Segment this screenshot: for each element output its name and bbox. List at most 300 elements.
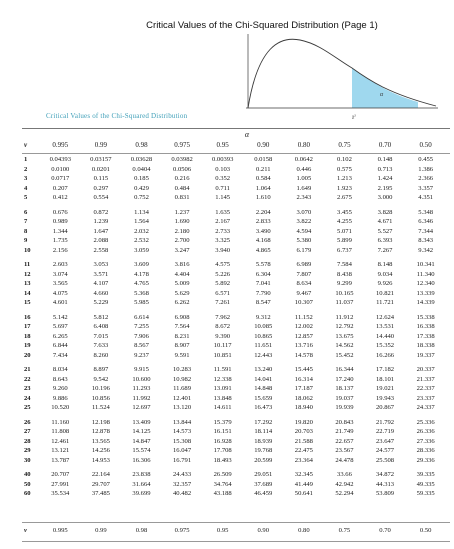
value-cell: 1.386 (418, 165, 434, 173)
value-cell: 32.345 (294, 471, 313, 478)
value-cell: 52.294 (335, 490, 354, 497)
value-cell: 7.906 (134, 332, 149, 340)
df-cell: 25 (24, 404, 31, 411)
value-cell: 24.577 (375, 447, 395, 454)
value-cell: 13.716 (294, 342, 313, 349)
value-cell: 6.989 (296, 261, 312, 268)
value-cell: 4.404 (174, 270, 190, 278)
value-cell: 1.649 (296, 184, 312, 192)
value-cell: 35.534 (51, 490, 70, 497)
df-cell: 22 (24, 375, 31, 383)
value-cell: 16.928 (213, 437, 232, 445)
value-cell: 11.340 (416, 270, 435, 278)
value-cell: 4.594 (296, 227, 312, 235)
value-cell: 3.070 (296, 208, 312, 216)
value-cell: 19.820 (294, 418, 313, 426)
df-cell: 3 (24, 175, 28, 182)
df-cell: 1 (24, 156, 28, 163)
value-cell: 9.886 (52, 394, 68, 402)
value-cell: 13.531 (375, 323, 395, 330)
value-cell: 12.002 (294, 323, 313, 330)
value-cell: 12.338 (213, 375, 232, 383)
value-cell: 12.697 (132, 404, 151, 411)
value-cell: 10.117 (213, 342, 232, 349)
value-cell: 3.828 (377, 208, 393, 216)
value-cell: 17.182 (375, 366, 395, 373)
value-cell: 25.508 (375, 456, 395, 464)
table-row (24, 365, 446, 375)
value-cell: 13.787 (51, 456, 70, 464)
value-cell: 12.443 (254, 351, 273, 359)
value-cell: 21.588 (294, 437, 313, 445)
plot-alpha-label: α (380, 92, 384, 98)
value-cell: 23.567 (335, 447, 354, 454)
value-cell: 2.675 (337, 194, 352, 201)
value-cell: 2.833 (255, 218, 271, 225)
value-cell: 5.892 (215, 280, 231, 287)
value-cell: 13.121 (51, 447, 70, 454)
value-cell: 16.314 (294, 375, 313, 383)
value-cell: 6.393 (377, 237, 393, 244)
value-cell: 22.475 (294, 447, 313, 454)
value-cell: 6.346 (418, 218, 434, 225)
col-footer: 0.80 (298, 527, 310, 534)
value-cell: 8.343 (418, 237, 434, 244)
col-footer: 0.98 (135, 527, 148, 534)
value-cell: 12.198 (91, 418, 110, 426)
value-cell: 6.408 (93, 323, 109, 330)
value-cell: 9.237 (134, 351, 149, 359)
value-cell: 7.633 (93, 342, 109, 349)
value-cell: 10.856 (91, 394, 110, 402)
divider-bottom (22, 541, 450, 542)
col-footer: 0.99 (95, 527, 107, 534)
value-cell: 0.0717 (51, 175, 70, 182)
df-cell: 6 (24, 208, 28, 216)
value-cell: 49.335 (416, 480, 435, 488)
table-row (24, 446, 446, 456)
value-cell: 5.985 (134, 299, 149, 306)
value-cell: 0.352 (215, 175, 231, 182)
df-cell: 50 (24, 480, 31, 488)
alpha-header: α (244, 130, 250, 139)
value-cell: 21.749 (335, 428, 354, 435)
table-row (24, 270, 446, 280)
value-cell: 28.336 (416, 447, 435, 454)
value-cell: 4.865 (255, 246, 271, 254)
value-cell: 9.915 (134, 366, 149, 373)
df-cell: 27 (24, 428, 31, 435)
value-cell: 1.735 (52, 237, 68, 244)
value-cell: 15.352 (375, 342, 395, 349)
df-cell: 40 (24, 471, 31, 478)
value-cell: 5.071 (337, 227, 352, 235)
value-cell: 8.643 (52, 375, 68, 383)
value-cell: 0.00393 (211, 156, 234, 163)
divider-header (22, 153, 450, 154)
table-row (24, 427, 446, 437)
value-cell: 5.368 (134, 289, 149, 297)
df-cell: 20 (24, 351, 31, 359)
df-cell: 15 (24, 299, 31, 306)
plot-chi-label: χ² (352, 115, 356, 120)
value-cell: 22.164 (91, 471, 110, 478)
value-cell: 6.614 (134, 313, 149, 321)
value-cell: 20.843 (335, 418, 354, 426)
value-cell: 26.336 (416, 428, 435, 435)
value-cell: 13.339 (416, 289, 435, 297)
value-cell: 26.509 (213, 471, 232, 478)
value-cell: 0.713 (377, 165, 393, 173)
value-cell: 24.433 (173, 471, 192, 478)
value-cell: 7.962 (215, 313, 231, 321)
value-cell: 18.062 (294, 394, 313, 402)
value-cell: 0.446 (296, 165, 312, 173)
value-cell: 11.293 (132, 385, 151, 392)
value-cell: 5.899 (337, 237, 352, 244)
value-cell: 15.379 (213, 418, 232, 426)
value-cell: 8.034 (52, 366, 68, 373)
value-cell: 3.357 (418, 184, 434, 192)
value-cell: 16.791 (173, 456, 192, 464)
value-cell: 19.939 (335, 404, 354, 411)
value-cell: 14.440 (375, 332, 395, 340)
value-cell: 19.037 (335, 394, 354, 402)
value-cell: 14.953 (91, 456, 110, 464)
value-cell: 16.151 (213, 428, 232, 435)
value-cell: 4.107 (93, 280, 109, 287)
value-cell: 9.312 (255, 313, 271, 321)
value-cell: 3.325 (215, 237, 231, 244)
value-cell: 15.574 (132, 447, 151, 454)
table-row (24, 456, 446, 466)
col-header: 0.95 (216, 141, 229, 149)
table-row (24, 351, 446, 361)
value-cell: 0.575 (337, 165, 352, 173)
table-row (24, 489, 446, 499)
col-footer: 0.90 (257, 527, 270, 534)
value-cell: 0.103 (215, 165, 231, 173)
value-cell: 19.768 (254, 447, 273, 454)
value-cell: 20.867 (375, 404, 395, 411)
df-cell: 11 (24, 261, 31, 268)
table-row (24, 313, 446, 323)
value-cell: 9.467 (296, 289, 312, 297)
value-cell: 25.336 (416, 418, 435, 426)
value-cell: 18.338 (416, 342, 435, 349)
value-cell: 7.434 (52, 351, 68, 359)
value-cell: 16.338 (416, 323, 435, 330)
value-cell: 7.255 (134, 323, 149, 330)
value-cell: 10.283 (173, 366, 192, 373)
table-row (24, 403, 446, 413)
col-footer: 0.50 (419, 527, 432, 534)
value-cell: 16.047 (173, 447, 192, 454)
value-cell: 12.340 (416, 280, 435, 287)
value-cell: 40.482 (173, 490, 192, 497)
value-cell: 5.229 (93, 299, 109, 306)
value-cell: 15.308 (173, 437, 192, 445)
value-cell: 42.942 (335, 480, 354, 488)
value-cell: 4.660 (93, 289, 109, 297)
value-cell: 2.532 (134, 237, 149, 244)
value-cell: 22.719 (375, 428, 395, 435)
value-cell: 0.03157 (90, 156, 112, 163)
value-cell: 1.690 (174, 218, 190, 225)
value-cell: 43.188 (213, 490, 232, 497)
divider-footer (22, 522, 450, 523)
value-cell: 10.341 (416, 261, 435, 268)
value-cell: 31.664 (132, 480, 151, 488)
table-row (24, 236, 446, 246)
value-cell: 5.226 (215, 270, 231, 278)
col-footer: 0.975 (174, 527, 190, 534)
value-cell: 3.609 (134, 261, 149, 268)
value-cell: 14.256 (91, 447, 110, 454)
value-cell: 18.101 (375, 375, 395, 383)
df-cell: 24 (24, 394, 31, 402)
table-row (24, 470, 446, 480)
table-subtitle: Critical Values of the Chi-Squared Distribution (46, 112, 188, 120)
value-cell: 1.564 (134, 218, 149, 225)
value-cell: 29.051 (254, 471, 273, 478)
value-cell: 14.573 (173, 428, 192, 435)
value-cell: 16.344 (335, 366, 354, 373)
value-cell: 3.074 (52, 270, 68, 278)
value-cell: 18.939 (254, 437, 273, 445)
value-cell: 0.297 (93, 184, 109, 192)
value-cell: 14.848 (254, 385, 273, 392)
value-cell: 53.809 (375, 490, 395, 497)
value-cell: 3.247 (174, 246, 190, 254)
value-cell: 41.449 (294, 480, 313, 488)
value-cell: 0.0404 (132, 165, 151, 173)
value-cell: 1.344 (52, 227, 68, 235)
table-row (24, 174, 446, 184)
value-cell: 4.575 (215, 261, 231, 268)
df-cell: 19 (24, 342, 31, 349)
value-cell: 5.578 (255, 261, 271, 268)
value-cell: 14.041 (254, 375, 273, 383)
value-cell: 0.0506 (173, 165, 192, 173)
value-cell: 1.239 (93, 218, 109, 225)
value-cell: 14.611 (213, 404, 232, 411)
value-cell: 1.647 (93, 227, 109, 235)
value-cell: 12.792 (335, 323, 354, 330)
table-row (24, 193, 446, 203)
value-cell: 12.461 (51, 437, 70, 445)
value-cell: 20.703 (294, 428, 313, 435)
value-cell: 18.493 (213, 456, 232, 464)
value-cell: 6.265 (52, 332, 68, 340)
value-cell: 14.339 (416, 299, 435, 306)
df-cell: 9 (24, 237, 28, 244)
df-cell: 13 (24, 280, 31, 287)
value-cell: 16.306 (132, 456, 151, 464)
value-cell: 0.115 (93, 175, 109, 182)
value-cell: 8.634 (296, 280, 312, 287)
value-cell: 0.207 (52, 184, 68, 192)
value-cell: 9.390 (215, 332, 231, 340)
page-title: Critical Values of the Chi-Squared Distribution (Page 1) (146, 20, 378, 31)
df-cell: 17 (24, 323, 31, 330)
value-cell: 12.624 (375, 313, 395, 321)
value-cell: 4.765 (134, 280, 149, 287)
table-row (24, 341, 446, 351)
column-header-row (24, 141, 446, 151)
value-cell: 8.438 (337, 270, 352, 278)
value-cell: 32.357 (173, 480, 192, 488)
value-cell: 3.000 (377, 194, 393, 201)
value-cell: 0.584 (255, 175, 271, 182)
value-cell: 2.156 (52, 246, 68, 254)
value-cell: 2.558 (93, 246, 109, 254)
col-header: 0.75 (338, 141, 351, 149)
table-row (24, 217, 446, 227)
value-cell: 9.299 (337, 280, 352, 287)
value-cell: 9.034 (377, 270, 393, 278)
value-cell: 4.178 (134, 270, 149, 278)
value-cell: 0.04393 (49, 156, 72, 163)
df-cell: 10 (24, 246, 31, 254)
df-cell: 12 (24, 270, 31, 278)
value-cell: 7.790 (255, 289, 271, 297)
value-cell: 5.380 (296, 237, 312, 244)
value-cell: 8.567 (134, 342, 149, 349)
value-cell: 3.490 (255, 227, 271, 235)
value-cell: 7.015 (93, 332, 109, 340)
value-cell: 13.240 (254, 366, 273, 373)
table-row (24, 298, 446, 308)
value-cell: 39.335 (416, 471, 435, 478)
value-cell: 7.041 (255, 280, 271, 287)
value-cell: 3.822 (296, 218, 312, 225)
df-cell: 21 (24, 366, 31, 373)
value-cell: 27.336 (416, 437, 435, 445)
value-cell: 5.142 (52, 313, 68, 321)
col-footer: 0.70 (379, 527, 391, 534)
value-cell: 21.792 (375, 418, 395, 426)
value-cell: 5.348 (418, 208, 434, 216)
df-cell: 60 (24, 490, 31, 497)
value-cell: 27.991 (51, 480, 70, 488)
value-cell: 23.364 (294, 456, 313, 464)
df-cell: 18 (24, 332, 31, 340)
col-footer: 0.75 (338, 527, 351, 534)
value-cell: 10.085 (254, 323, 273, 330)
value-cell: 23.838 (132, 471, 151, 478)
value-cell: 19.943 (375, 394, 395, 402)
value-cell: 10.196 (91, 385, 110, 392)
table-row (24, 375, 446, 385)
value-cell: 12.878 (91, 428, 110, 435)
value-cell: 0.484 (174, 184, 190, 192)
value-cell: 7.261 (215, 299, 231, 306)
value-cell: 10.600 (132, 375, 151, 383)
value-cell: 0.211 (255, 165, 271, 173)
column-header-table (24, 141, 446, 151)
value-cell: 14.578 (294, 351, 313, 359)
value-cell: 8.907 (174, 342, 190, 349)
value-cell: 8.260 (93, 351, 109, 359)
value-cell: 6.737 (337, 246, 352, 254)
value-cell: 29.707 (91, 480, 110, 488)
value-cell: 3.940 (215, 246, 231, 254)
value-cell: 4.168 (255, 237, 271, 244)
value-cell: 1.213 (337, 175, 352, 182)
value-cell: 14.562 (335, 342, 354, 349)
table-row (24, 165, 446, 175)
df-cell: 8 (24, 227, 28, 235)
value-cell: 18.940 (294, 404, 313, 411)
value-cell: 15.452 (335, 351, 354, 359)
value-cell: 11.808 (51, 428, 70, 435)
value-cell: 0.989 (52, 218, 68, 225)
value-cell: 17.708 (213, 447, 232, 454)
value-cell: 7.807 (296, 270, 312, 278)
value-cell: 34.872 (375, 471, 395, 478)
value-cell: 13.120 (173, 404, 192, 411)
df-cell: 5 (24, 194, 28, 201)
value-cell: 20.337 (416, 366, 435, 373)
value-cell: 22.337 (416, 385, 435, 392)
value-cell: 2.204 (255, 208, 271, 216)
table-row (24, 322, 446, 332)
value-cell: 0.752 (134, 194, 149, 201)
divider-top (22, 128, 450, 129)
df-cell: 14 (24, 289, 31, 297)
value-cell: 17.240 (335, 375, 354, 383)
value-cell: 8.672 (215, 323, 231, 330)
density-curve (248, 39, 436, 108)
value-cell: 5.009 (174, 280, 190, 287)
table-row (24, 246, 446, 256)
value-cell: 5.812 (93, 313, 109, 321)
value-cell: 1.005 (296, 175, 312, 182)
value-cell: 17.292 (254, 418, 273, 426)
value-cell: 8.547 (255, 299, 271, 306)
value-cell: 44.313 (375, 480, 395, 488)
value-cell: 0.831 (174, 194, 190, 201)
table-row (24, 227, 446, 237)
col-header: 0.70 (378, 141, 392, 149)
value-cell: 17.338 (416, 332, 435, 340)
value-cell: 4.601 (52, 299, 68, 306)
col-header: 0.995 (52, 141, 69, 149)
table-row (24, 332, 446, 342)
nu-header: ν (24, 141, 28, 149)
table-row (24, 289, 446, 299)
value-cell: 11.721 (376, 299, 394, 306)
value-cell: 4.075 (52, 289, 68, 297)
value-cell: 10.520 (51, 404, 70, 411)
column-footer-row (24, 526, 446, 536)
value-cell: 21.337 (416, 375, 435, 383)
value-cell: 15.445 (294, 366, 313, 373)
value-cell: 0.676 (52, 208, 68, 216)
value-cell: 11.037 (335, 299, 354, 306)
table-row (24, 155, 446, 165)
col-header: 0.80 (297, 141, 310, 149)
value-cell: 2.167 (215, 218, 231, 225)
value-cell: 0.554 (93, 194, 109, 201)
value-cell: 0.412 (52, 194, 68, 201)
value-cell: 15.659 (254, 394, 273, 402)
value-cell: 15.338 (416, 313, 435, 321)
value-cell: 6.262 (174, 299, 190, 306)
value-cell: 7.267 (377, 246, 393, 254)
df-cell: 28 (24, 437, 31, 445)
